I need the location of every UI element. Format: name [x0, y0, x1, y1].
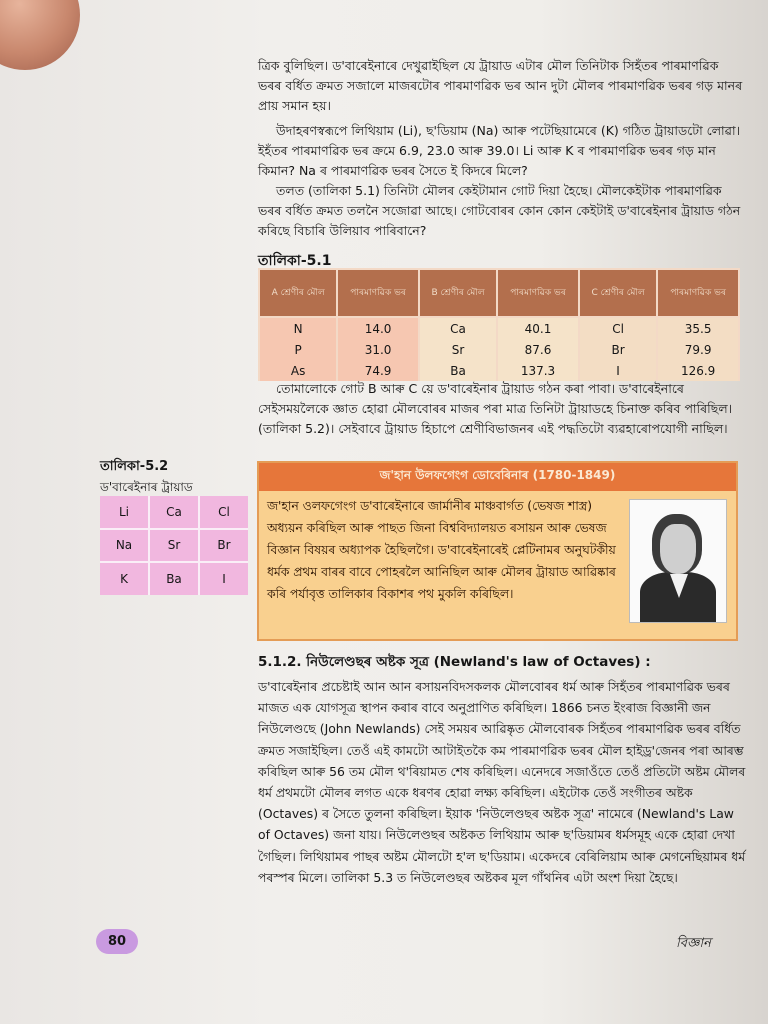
paragraph-newlands: ড'বাৰেইনাৰ প্ৰচেষ্টাই আন আন ৰসায়নবিদসকলক মৌলবোৰৰ ধৰ্ম আৰু সিহঁতৰ পাৰমাণৱিক ভৰৰ মাজত এক যোগসূত্ৰ স্থাপন কৰাৰ বাবে অনুপ্ৰাণিত কৰিছিল। 1866 চনত ইংৰাজ বিজ্ঞানী জন নিউলেণ্ডছে (John Newlands) সেই সময়ৰ আৱিষ্কৃত মৌলবোৰক সিহঁতৰ পাৰমাণৱিক ভৰৰ বৰ্ধিত ক্ৰমত সজাইছিল। তেওঁ এই কামটো আটাইতকৈ কম পাৰমাণৱিক ভৰৰ মৌল হাইড্ৰ'জেনৰ পৰা আৰম্ভ কৰিছিল আৰু 56 তম মৌল থ'ৰিয়ামত শেষ কৰিছিল। এনেদৰে সজাওঁতে তেওঁ প্ৰতিটো অষ্টম মৌলৰ ধৰ্ম প্ৰথমটো মৌলৰ লগত একে ধৰণৰ হোৱা লক্ষ্য কৰিছিল। এইটোক তেওঁ সংগীতৰ অষ্টক (Octaves) ৰ সৈতে তুলনা কৰিছিল। ইয়াক 'নিউলেণ্ডছৰ অষ্টক সূত্ৰ' নামেৰে (Newland's Law of Octaves) জনা যায়। নিউলেণ্ডছৰ অষ্টকত লিথিয়াম আৰু ছ'ডিয়ামৰ ধৰ্মসমূহ একে হোৱা দেখা গৈছিল। লিথিয়ামৰ পাছৰ অষ্টম মৌলটো হ'ল ছ'ডিয়াম। একেদৰে বেৰিলিয়াম আৰু মেগনেছিয়ামৰ ধৰ্ম পৰস্পৰ মিলে। তালিকা 5.3 ত নিউলেণ্ডছৰ অষ্টকৰ মূল গাঁথনিৰ এটা অংশ দিয়া হৈছে। — [258, 679, 746, 885]
table-cell: N — [259, 317, 337, 339]
thumb — [0, 0, 80, 70]
header-a-element: A শ্ৰেণীৰ মৌল — [259, 269, 337, 317]
table-row — [259, 317, 739, 339]
dobereiner-portrait — [629, 499, 727, 623]
table-cell: 14.0 — [337, 317, 419, 339]
triad-cell: Ca — [150, 496, 198, 528]
header-b-mass: পাৰমাণৱিক ভৰ — [497, 269, 579, 317]
triad-cell: Li — [100, 496, 148, 528]
triad-cell: Ba — [150, 563, 198, 595]
table-cell: Ba — [419, 360, 497, 381]
header-c-mass: পাৰমাণৱিক ভৰ — [657, 269, 739, 317]
table-cell: Cl — [579, 317, 657, 339]
table-5-1 — [258, 268, 740, 381]
table-5-1-caption: তালিকা-5.1 — [258, 253, 332, 269]
table-header-row — [259, 269, 739, 317]
biography-title: জ'হান উলফগেংগ ডোবেৰিনাৰ (1780-1849) — [259, 463, 736, 491]
table-cell: 126.9 — [657, 360, 739, 381]
table-cell: 137.3 — [497, 360, 579, 381]
table-cell: 74.9 — [337, 360, 419, 381]
table-cell: 87.6 — [497, 339, 579, 360]
triad-cell: Br — [200, 530, 248, 562]
table-cell: 79.9 — [657, 339, 739, 360]
page-number: 80 — [96, 929, 138, 954]
header-a-mass: পাৰমাণৱিক ভৰ — [337, 269, 419, 317]
biography-text: জ'হান ওলফগেংগ ড'বাৰেইনাৰে জাৰ্মানীৰ মাঞ্চবাৰ্গত (ভেষজ শাস্ত্ৰ) অধ্যয়ন কৰিছিল আৰু পাছত জিনা বিশ্ববিদ্যালয়ত ৰসায়ন আৰু ভেষজ বিজ্ঞান বিষয়ৰ অধ্যাপক হৈছিলগৈ। ড'বাৰেইনাৰেই প্লেটিনামৰ অনুঘটকীয় ধৰ্মক প্ৰথম বাৰৰ বাবে পোহৰলৈ আনিছিল আৰু মৌলৰ ট্ৰায়াড আৱিষ্কাৰ কৰি পৰ্যাবৃত্ত তালিকাৰ বিকাশৰ পথ মুকলি কৰিছিল। — [267, 499, 616, 601]
triad-cell: Sr — [150, 530, 198, 562]
table-5-2-caption: তালিকা-5.2 — [100, 459, 169, 474]
table-cell: As — [259, 360, 337, 381]
paragraph-example-li-na-k: উদাহৰণস্বৰূপে লিথিয়াম (Li), ছ'ডিয়াম (Na) আৰু পটেছিয়ামেৰে (K) গঠিত ট্ৰায়াডটো লোৱা। ইহঁতৰ পাৰমাণৱিক ভৰ ক্ৰমে 6.9, 23.0 আৰু 39.0। Li আৰু K ৰ পাৰমাণৱিক ভৰৰ গড় মান কিমান? Na ৰ পাৰমাণৱিক ভৰৰ সৈতে ই কিদৰে মিলে? — [258, 123, 741, 178]
header-b-element: B শ্ৰেণীৰ মৌল — [419, 269, 497, 317]
header-c-element: C শ্ৰেণীৰ মৌল — [579, 269, 657, 317]
table-cell: 40.1 — [497, 317, 579, 339]
table-5-2 — [100, 496, 248, 595]
paragraph-triad-result: তোমালোকে গোট B আৰু C য়ে ড'বাৰেইনাৰ ট্ৰায়াড গঠন কৰা পাবা। ড'বাৰেইনাৰে সেইসময়লৈকে জ্ঞাত হোৱা মৌলবোৰৰ মাজৰ পৰা মাত্ৰ তিনিটা ট্ৰায়াডহে চিনাক্ত কৰিব পাৰিছিল। (তালিকা 5.2)। সেইবাবে ট্ৰায়াড হিচাপে শ্ৰেণীবিভাজনৰ এই পদ্ধতিটো ব্যৱহাৰোপযোগী নাছিল। — [258, 381, 733, 436]
table-5-2-subtitle: ড'বাৰেইনাৰ ট্ৰায়াড — [100, 480, 193, 494]
table-cell: Br — [579, 339, 657, 360]
triad-cell: Na — [100, 530, 148, 562]
biography-box — [257, 461, 738, 641]
book-title: বিজ্ঞান — [676, 936, 711, 951]
table-cell: P — [259, 339, 337, 360]
table-cell: I — [579, 360, 657, 381]
paragraph-table-intro: তলত (তালিকা 5.1) তিনিটা মৌলৰ কেইটামান গোট দিয়া হৈছে। মৌলকেইটাক পাৰমাণৱিক ভৰৰ বৰ্ধিত ক্ৰমত তলনৈ সজোৱা আছে। গোটবোৰৰ কোন কোন কেইটাই ড'বাৰেইনাৰ ট্ৰায়াড গঠন কৰিছে বিচাৰি উলিয়াব পাৰিবানে? — [258, 183, 741, 238]
table-cell: 31.0 — [337, 339, 419, 360]
triad-cell: Cl — [200, 496, 248, 528]
table-cell: Sr — [419, 339, 497, 360]
table-cell: 35.5 — [657, 317, 739, 339]
table-cell: Ca — [419, 317, 497, 339]
table-row — [259, 339, 739, 360]
triad-cell: K — [100, 563, 148, 595]
table-row — [259, 360, 739, 381]
paragraph-dobereiner-rule: ত্রিক বুলিছিল। ড'বাৰেইনাৰে দেখুৱাইছিল যে ট্ৰায়াড এটাৰ মৌল তিনিটাক সিহঁতৰ পাৰমাণৱিক ভৰৰ বৰ্ধিত ক্ৰমত সজালে মাজৰটোৰ পাৰমাণৱিক ভৰ আন দুটা মৌলৰ পাৰমাণৱিক ভৰৰ গড় মানৰ প্ৰায় সমান হয়। — [258, 58, 743, 113]
triad-cell: I — [200, 563, 248, 595]
portrait-face — [660, 524, 696, 574]
section-heading: 5.1.2. নিউলেণ্ডছৰ অষ্টক সূত্ৰ (Newland's law of Octaves) : — [258, 654, 651, 670]
